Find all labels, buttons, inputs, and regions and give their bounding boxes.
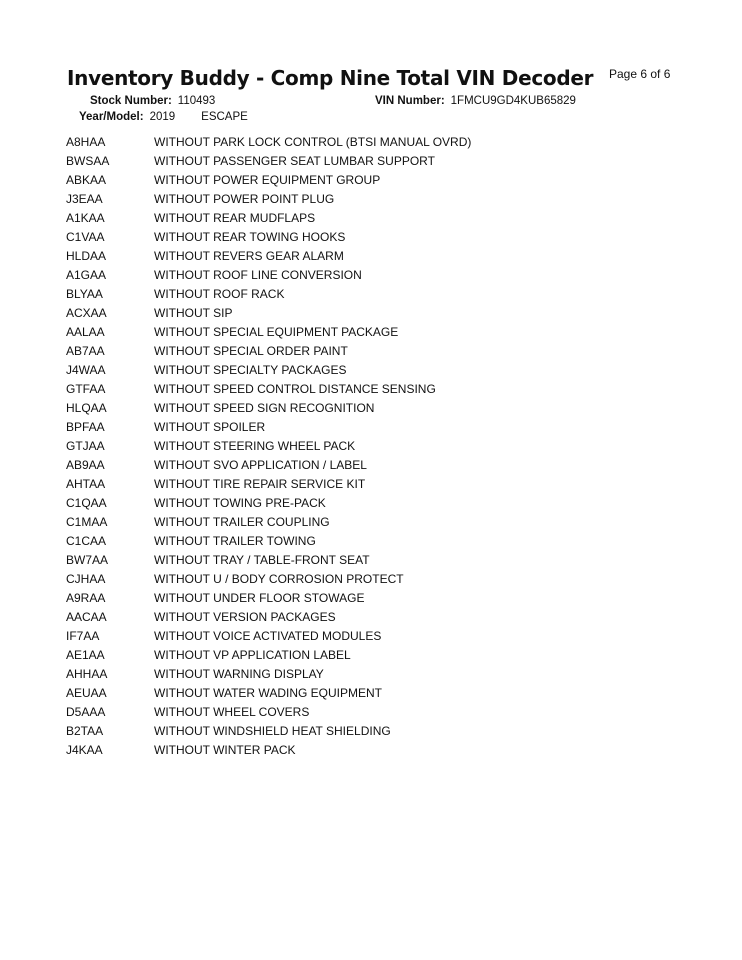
option-code: C1CAA xyxy=(66,534,107,548)
year-value: 2019 xyxy=(149,111,176,123)
report-title: Inventory Buddy - Comp Nine Total VIN Decoder xyxy=(67,66,594,90)
option-description: WITHOUT ROOF LINE CONVERSION xyxy=(154,268,362,282)
option-code: A9RAA xyxy=(66,591,106,605)
option-description: WITHOUT POWER POINT PLUG xyxy=(154,192,335,206)
option-description: WITHOUT UNDER FLOOR STOWAGE xyxy=(154,591,365,605)
option-code: A8HAA xyxy=(66,135,106,149)
option-code: J4WAA xyxy=(66,363,106,377)
option-code-row xyxy=(66,323,471,342)
option-description: WITHOUT TIRE REPAIR SERVICE KIT xyxy=(154,477,366,491)
stock-number xyxy=(90,95,215,107)
option-description: WITHOUT VERSION PACKAGES xyxy=(154,610,336,624)
option-code-row xyxy=(66,190,471,209)
option-code: ABKAA xyxy=(66,173,107,187)
option-code: A1GAA xyxy=(66,268,107,282)
option-code: BW7AA xyxy=(66,553,109,567)
option-description: WITHOUT WINTER PACK xyxy=(154,743,296,757)
option-description: WITHOUT TRAILER TOWING xyxy=(154,534,316,548)
option-code-row xyxy=(66,665,471,684)
option-code: AB7AA xyxy=(66,344,105,358)
vin-number xyxy=(375,95,576,107)
vin-number-label: VIN Number: xyxy=(375,95,445,107)
option-code-row xyxy=(66,380,471,399)
option-code: GTJAA xyxy=(66,439,105,453)
option-description: WITHOUT SPOILER xyxy=(154,420,266,434)
option-description: WITHOUT SPECIALTY PACKAGES xyxy=(154,363,347,377)
stock-number-label: Stock Number: xyxy=(90,95,172,107)
option-code: J3EAA xyxy=(66,192,103,206)
option-code-row xyxy=(66,551,471,570)
option-code-row xyxy=(66,247,471,266)
option-code: B2TAA xyxy=(66,724,104,738)
option-code: AE1AA xyxy=(66,648,105,662)
option-code: HLQAA xyxy=(66,401,107,415)
option-code-row xyxy=(66,418,471,437)
stock-number-value: 110493 xyxy=(177,95,216,107)
option-description: WITHOUT WHEEL COVERS xyxy=(154,705,310,719)
option-code-row xyxy=(66,475,471,494)
option-code-row xyxy=(66,570,471,589)
option-code: BWSAA xyxy=(66,154,110,168)
option-code-row xyxy=(66,152,471,171)
option-description: WITHOUT SPEED CONTROL DISTANCE SENSING xyxy=(154,382,436,396)
option-description: WITHOUT TRAILER COUPLING xyxy=(154,515,330,529)
option-code: AHHAA xyxy=(66,667,108,681)
option-code: D5AAA xyxy=(66,705,106,719)
option-description: WITHOUT TRAY / TABLE-FRONT SEAT xyxy=(154,553,370,567)
option-description: WITHOUT WARNING DISPLAY xyxy=(154,667,324,681)
option-code-row xyxy=(66,171,471,190)
option-description: WITHOUT ROOF RACK xyxy=(154,287,285,301)
option-code: CJHAA xyxy=(66,572,106,586)
option-code: HLDAA xyxy=(66,249,107,263)
option-description: WITHOUT TOWING PRE-PACK xyxy=(154,496,326,510)
page-number: Page 6 of 6 xyxy=(609,67,671,81)
option-description: WITHOUT REAR MUDFLAPS xyxy=(154,211,316,225)
option-code-row xyxy=(66,532,471,551)
option-code-row xyxy=(66,741,471,760)
option-code-row xyxy=(66,513,471,532)
option-code: BLYAA xyxy=(66,287,103,301)
option-code-row xyxy=(66,133,471,152)
option-description: WITHOUT POWER EQUIPMENT GROUP xyxy=(154,173,381,187)
vin-number-value: 1FMCU9GD4KUB65829 xyxy=(450,95,576,107)
option-code-row xyxy=(66,494,471,513)
option-code-row xyxy=(66,304,471,323)
option-code: AHTAA xyxy=(66,477,106,491)
option-description: WITHOUT SPEED SIGN RECOGNITION xyxy=(154,401,375,415)
option-description: WITHOUT VOICE ACTIVATED MODULES xyxy=(154,629,382,643)
option-code-row xyxy=(66,722,471,741)
option-code: C1MAA xyxy=(66,515,108,529)
year-model-label: Year/Model: xyxy=(79,111,144,123)
option-code: C1VAA xyxy=(66,230,105,244)
option-code-row xyxy=(66,684,471,703)
option-description: WITHOUT SVO APPLICATION / LABEL xyxy=(154,458,367,472)
option-description: WITHOUT U / BODY CORROSION PROTECT xyxy=(154,572,404,586)
option-code-row xyxy=(66,399,471,418)
year-model xyxy=(79,111,248,123)
option-code-row xyxy=(66,266,471,285)
option-code-row xyxy=(66,209,471,228)
option-code: ACXAA xyxy=(66,306,107,320)
option-code-row xyxy=(66,437,471,456)
option-code-row xyxy=(66,589,471,608)
option-code: AALAA xyxy=(66,325,105,339)
option-code-row xyxy=(66,608,471,627)
option-code-row xyxy=(66,703,471,722)
option-description: WITHOUT STEERING WHEEL PACK xyxy=(154,439,356,453)
option-description: WITHOUT VP APPLICATION LABEL xyxy=(154,648,351,662)
option-code-row xyxy=(66,361,471,380)
option-code: A1KAA xyxy=(66,211,105,225)
option-code: GTFAA xyxy=(66,382,106,396)
option-description: WITHOUT REVERS GEAR ALARM xyxy=(154,249,344,263)
option-description: WITHOUT REAR TOWING HOOKS xyxy=(154,230,346,244)
option-description: WITHOUT PARK LOCK CONTROL (BTSI MANUAL OVRD) xyxy=(154,135,472,149)
option-description: WITHOUT PASSENGER SEAT LUMBAR SUPPORT xyxy=(154,154,435,168)
option-code: C1QAA xyxy=(66,496,107,510)
option-code-row xyxy=(66,228,471,247)
option-code: AB9AA xyxy=(66,458,105,472)
option-code: AACAA xyxy=(66,610,107,624)
option-description: WITHOUT WATER WADING EQUIPMENT xyxy=(154,686,382,700)
option-code: J4KAA xyxy=(66,743,103,757)
option-code-row xyxy=(66,627,471,646)
option-description: WITHOUT SPECIAL ORDER PAINT xyxy=(154,344,348,358)
option-code: AEUAA xyxy=(66,686,107,700)
option-code-list xyxy=(66,133,471,760)
option-code-row xyxy=(66,342,471,361)
option-description: WITHOUT SPECIAL EQUIPMENT PACKAGE xyxy=(154,325,399,339)
option-code-row xyxy=(66,285,471,304)
option-description: WITHOUT SIP xyxy=(154,306,233,320)
option-code: IF7AA xyxy=(66,629,100,643)
option-description: WITHOUT WINDSHIELD HEAT SHIELDING xyxy=(154,724,391,738)
model-value: ESCAPE xyxy=(201,111,248,123)
option-code-row xyxy=(66,646,471,665)
option-code: BPFAA xyxy=(66,420,105,434)
option-code-row xyxy=(66,456,471,475)
